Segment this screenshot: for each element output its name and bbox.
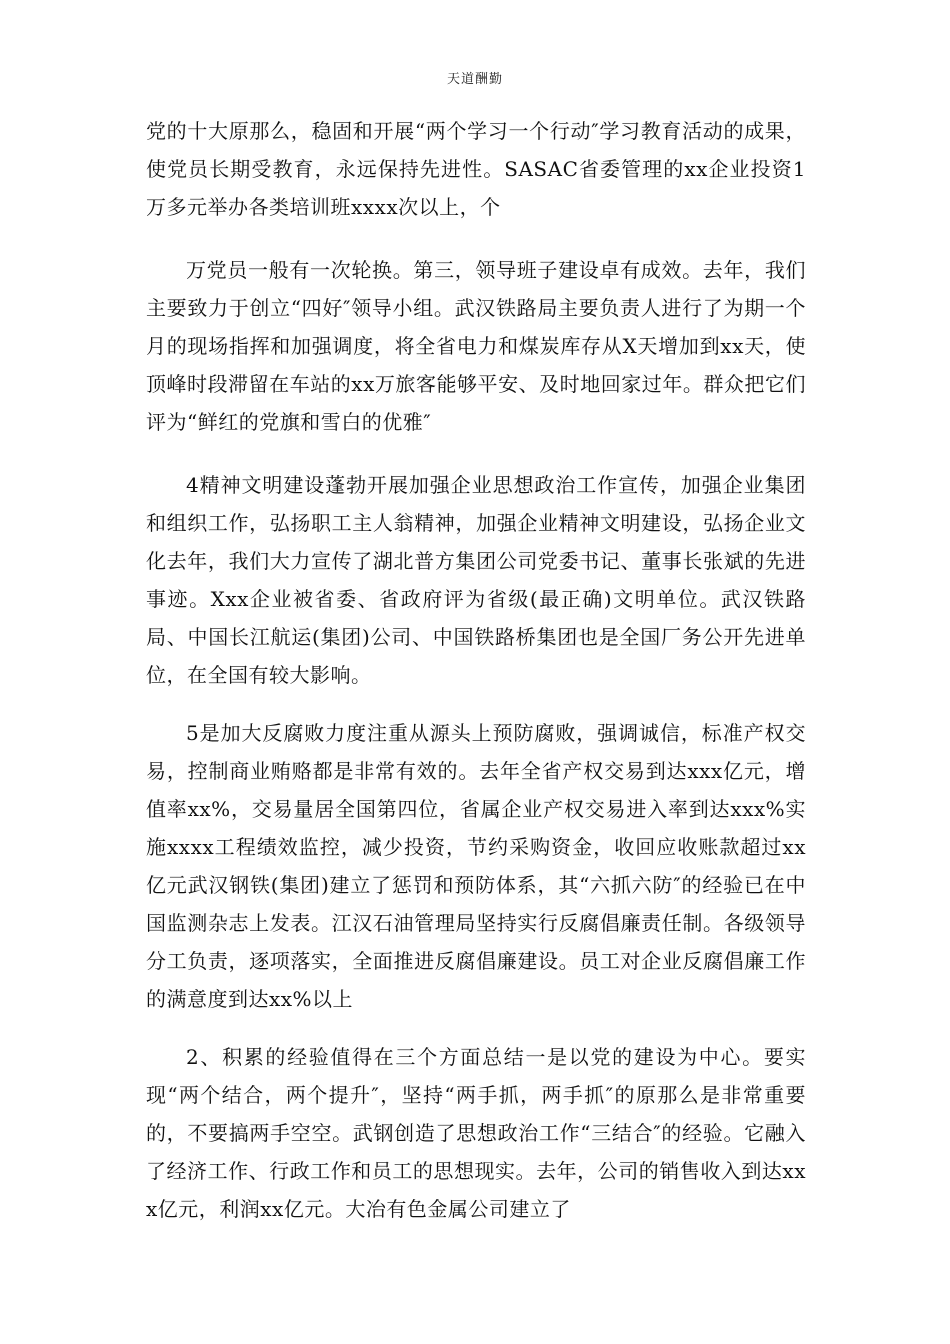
paragraph-1: 党的十大原那么，稳固和开展“两个学习一个行动″学习教育活动的成果，使党员长期受教育，永远保持先进性。SASAC省委管理的xx企业投资1万多元举办各类培训班xxxx次以上，个 — [146, 119, 806, 219]
paragraph-5: 2、积累的经验值得在三个方面总结一是以党的建设为中心。要实现“两个结合，两个提升″，坚持“两手抓，两手抓″的原那么是非常重要的，不要搞两手空空。武钢创造了思想政治工作“三结合″的经验。它融入了经济工作、行政工作和员工的思想现实。去年，公司的销售收入到达xxx亿元，利润xx亿元。大冶有色金属公司建立了 — [146, 1045, 806, 1221]
paragraph-2: 万党员一般有一次轮换。第三，领导班子建设卓有成效。去年，我们主要致力于创立“四好″领导小组。武汉铁路局主要负责人进行了为期一个月的现场指挥和加强调度，将全省电力和煤炭库存从X天增加到xx天，使顶峰时段滞留在车站的xx万旅客能够平安、及时地回家过年。群众把它们评为“鲜红的党旗和雪白的优雅″ — [146, 258, 806, 434]
paragraph-3: 4精神文明建设蓬勃开展加强企业思想政治工作宣传，加强企业集团和组织工作，弘扬职工主人翁精神，加强企业精神文明建设，弘扬企业文化去年，我们大力宣传了湖北普方集团公司党委书记、董事长张斌的先进事迹。Xxx企业被省委、省政府评为省级(最正确)文明单位。武汉铁路局、中国长江航运(集团)公司、中国铁路桥集团也是全国厂务公开先进单位，在全国有较大影响。 — [146, 473, 806, 687]
page-header: 天道酬勤 — [446, 72, 503, 87]
paragraph-4: 5是加大反腐败力度注重从源头上预防腐败，强调诚信，标准产权交易，控制商业贿赂都是非常有效的。去年全省产权交易到达xxx亿元，增值率xx%，交易量居全国第四位，省属企业产权交易进入率到达xxx%实施xxxx工程绩效监控，减少投资，节约采购资金，收回应收账款超过xx亿元武汉钢铁(集团)建立了惩罚和预防体系，其“六抓六防″的经验已在中国监测杂志上发表。江汉石油管理局坚持实行反腐倡廉责任制。各级领导分工负责，逐项落实，全面推进反腐倡廉建设。员工对企业反腐倡廉工作的满意度到达xx%以上 — [146, 721, 806, 1011]
document-body — [146, 112, 806, 1228]
